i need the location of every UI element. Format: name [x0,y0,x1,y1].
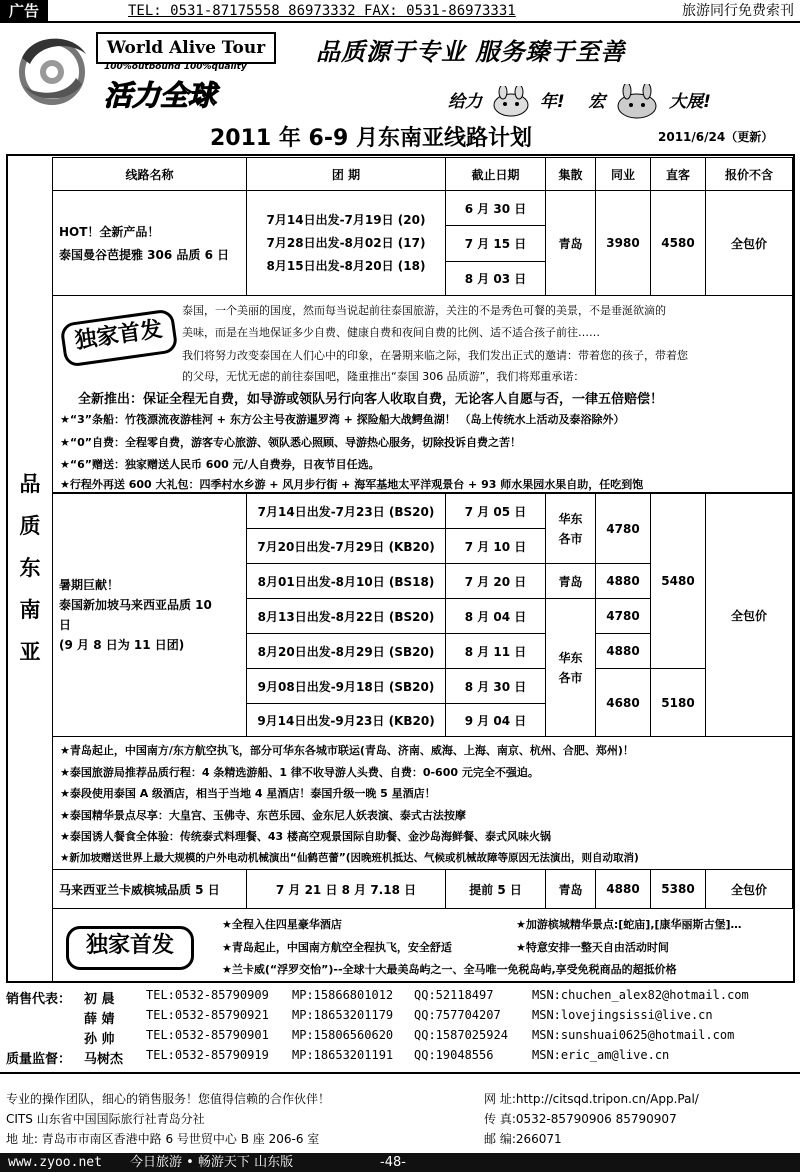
contact-name: 初 晨 [84,992,115,1007]
contact-tel: TEL:0532-85790919 [146,1048,269,1062]
gather-label: 各市 [558,670,583,685]
period-row: 7月14日出发-7月19日 (20) [266,212,426,227]
highlight: ★加游槟城精华景点:[蛇庙],[康华丽斯古堡]… [516,918,742,931]
route-label: 暑期巨献！ [59,578,120,592]
col-header-name: 线路名称 [52,157,247,191]
page-number: -48- [380,1155,406,1170]
contact-msn[interactable]: MSN:sunshuai0625@hotmail.com [532,1028,735,1042]
company-zip: 邮 编:266071 [484,1132,562,1146]
col-header-direct: 直客 [650,157,706,191]
highlight: ★青岛起止，中国南方航空全程执飞，安全舒适 [222,941,452,954]
contact-msn[interactable]: MSN:eric_am@live.cn [532,1048,670,1062]
top-contact: TEL: 0531-87175558 86973332 FAX: 0531-86973331 [128,3,516,19]
contact-qq: QQ:757704207 [414,1008,501,1022]
route-thailand-306 [52,190,247,296]
slogan: 品质源于专业 服务臻于至善 [316,38,626,66]
contact-msn[interactable]: MSN:lovejingsissi@live.cn [532,1008,713,1022]
col-header-deadline: 截止日期 [445,157,546,191]
period-row: 9月08日出发-9月18日 (SB20) [246,668,446,704]
gather-label: 各市 [558,531,583,546]
period-row: 8月20日出发-8月29日 (SB20) [246,633,446,669]
route-malaysia-langkawi: 马来西亚兰卡威槟城品质 5 日 [52,869,247,909]
route-label: (9 月 8 日为 11 日团) [59,638,185,652]
desc-line: 泰国，一个美丽的国度，然而每当说起前往泰国旅游，关注的不是秀色可餐的美景，不是垂涎欲滴的 [182,304,666,317]
direct-price: 5480 [650,493,706,669]
side-column [8,157,53,981]
bottom-bar [0,1153,800,1172]
period-row: 7 月 21 日 8 月 7.18 日 [246,869,446,909]
deadline: 7 月 05 日 [445,493,546,529]
desc-bullet: ★“3”条船：竹筏漂流夜游桂河 + 东方公主号夜游暹罗湾 + 探险船大战鳄鱼湖！ （岛上传统水上活动及泰浴除外） [60,413,625,426]
gather-label: 华东 [558,511,583,526]
period-row: 8月13日出发-8月22日 (BS20) [246,598,446,634]
gather-city [545,493,596,564]
top-divider [0,21,800,23]
quality-label: 质量监督： [6,1052,72,1067]
desc-bullet: ★“6”赠送：独家赠送人民币 600 元/人自费券，日夜节目任选。 [60,458,380,471]
deadline: 7 月 20 日 [445,563,546,599]
gather-label: 华东 [558,650,583,665]
peer-price: 4880 [595,563,651,599]
deadline: 9 月 04 日 [445,703,546,737]
wish-part-1: 给力 [448,92,482,112]
contact-name: 薛 婧 [84,1012,115,1027]
period-row: 7月28日出发-8月02日 (17) [266,235,426,250]
swirl-logo-icon [12,28,94,108]
brand-english: World Alive Tour [96,32,276,64]
peer-price: 4780 [595,493,651,564]
contact-mobile: MP:15806560620 [292,1028,394,1042]
deadline: 8 月 04 日 [445,598,546,634]
note-line: ★泰国旅游局推荐品质行程：4 条精选游船、1 律不收导游人头费、自费：0-600 元完全不强迫。 [60,766,539,779]
contact-name: 孙 帅 [84,1032,115,1047]
route-label: HOT！全新产品！ [59,225,160,239]
peer-price: 4680 [595,668,651,737]
company-address: 地 址: 青岛市市南区香港中路 6 号世贸中心 B 座 206-6 室 [6,1132,320,1146]
gather-city: 青岛 [545,869,596,909]
peer-price: 4880 [595,633,651,669]
col-header-gather: 集散 [545,157,596,191]
deadline: 6 月 30 日 [445,190,546,226]
rabbit-icon [611,84,663,120]
period-row: 7月20日出发-7月29日 (KB20) [246,528,446,564]
peer-price: 4880 [595,869,651,909]
deadline: 8 月 11 日 [445,633,546,669]
note-line: ★泰国精华景点尽享：大皇宫、玉佛寺、东芭乐园、金东尼人妖表演、泰式古法按摩 [60,809,466,822]
contact-qq: QQ:52118497 [414,988,494,1002]
deadline: 提前 5 日 [445,869,546,909]
page-title: 2011 年 6-9 月东南亚线路计划 [210,126,532,151]
side-char: 东 [19,556,41,580]
period-row: 7月14日出发-7月23日 (BS20) [246,493,446,529]
deadline: 7 月 15 日 [445,225,546,262]
deadline: 8 月 30 日 [445,668,546,704]
divider [0,1072,800,1074]
col-header-peer: 同业 [595,157,651,191]
update-date: 2011/6/24（更新） [658,130,774,144]
wish-part-3: 宏 [588,92,606,112]
promise-line: 全新推出：保证全程无自费，如导游或领队另行向客人收取自费，无论客人自愿与否，一律五倍赔偿！ [78,392,664,407]
section1-periods [246,190,446,296]
contact-mobile: MP:18653201191 [292,1048,394,1062]
ad-tag: 广告 [0,0,48,22]
desc-bullet: ★行程外再送 600 大礼包：四季村水乡游 + 风月步行街 + 海军基地太平洋观景台 + 93 师水果园水果自助，任吃到饱 [60,478,644,491]
brand-subtitle: 100%outbound 100%quality [104,62,247,72]
desc-line: 的父母，无忧无虑的前往泰国吧，隆重推出“泰国 306 品质游”，我们将郑重承诺： [182,370,585,383]
highlight: ★兰卡威(“浮罗交怡”)--全球十大最美岛屿之一、全马唯一免税岛屿,享受免税商品的超抵价格 [222,963,677,976]
col-header-excl: 报价不含 [705,157,793,191]
side-char: 质 [19,514,41,538]
peer-price: 4780 [595,598,651,634]
peer-price: 3980 [595,190,651,296]
brand-chinese: 活力全球 [104,79,217,112]
wish-part-4: 大展! [669,92,711,112]
note-line: ★青岛起止，中国南方/东方航空执飞，部分可华东各城市联运(青岛、济南、威海、上海、南京、杭州、合肥、郑州)！ [60,744,634,757]
desc-line: 美味，而是在当地保证多少自费、健康自费和夜间自费的比例、适不适合孩子前往…… [182,326,600,339]
company-name: CITS 山东省中国国际旅行社青岛分社 [6,1112,205,1126]
exclusive-stamp: 独家首发 [59,308,178,367]
desc-bullet: ★“0”自费：全程零自费，游客专心旅游、领队悉心照顾、导游热心服务，切除投诉自费之苦！ [60,436,521,449]
price-exclusion: 全包价 [705,869,793,909]
note-line: ★泰国诱人餐食全体验：传统泰式料理餐、43 楼高空观景国际自助餐、金沙岛海鲜餐、泰式风味火锅 [60,830,551,843]
site-url[interactable]: www.zyoo.net [8,1155,102,1170]
contact-qq: QQ:1587025924 [414,1028,508,1042]
direct-price: 4580 [650,190,706,296]
contact-tel: TEL:0532-85790909 [146,988,269,1002]
note-line: ★泰段使用泰国 A 级酒店，相当于当地 4 星酒店！泰国升级一晚 5 星酒店！ [60,787,436,800]
company-motto: 专业的操作团队，细心的销售服务！您值得信赖的合作伙伴！ [6,1092,331,1106]
side-char: 亚 [19,640,41,664]
gather-city: 青岛 [545,190,596,296]
route-thailand-singapore-malaysia [52,493,247,737]
wish-part-2: 年! [539,92,565,112]
route-label: 泰国新加坡马来西亚品质 10 [59,598,212,612]
rabbit-icon [488,86,534,118]
company-fax: 传 真:0532-85790906 85790907 [484,1112,677,1126]
side-title [8,463,52,673]
side-char: 品 [19,472,41,496]
price-exclusion: 全包价 [705,190,793,296]
contact-mobile: MP:18653201179 [292,1008,394,1022]
contact-tel: TEL:0532-85790901 [146,1028,269,1042]
direct-price: 5380 [650,869,706,909]
tagline: 今日旅游 • 畅游天下 山东版 [130,1155,294,1170]
direct-price: 5180 [650,668,706,737]
period-row: 9月14日出发-9月23日 (KB20) [246,703,446,737]
route-label: 泰国曼谷芭提雅 306 品质 6 日 [59,248,230,262]
gather-city [545,598,596,737]
highlight: ★特意安排一整天自由活动时间 [516,941,669,954]
new-year-wish [448,84,711,120]
contact-msn[interactable]: MSN:chuchen_alex82@hotmail.com [532,988,749,1002]
deadline: 7 月 10 日 [445,528,546,564]
sales-rep-label: 销售代表： [6,992,72,1007]
highlight: ★全程入住四星豪华酒店 [222,918,342,931]
exclusive-stamp: 独家首发 [66,926,194,970]
price-exclusion: 全包价 [705,493,793,737]
free-catalog-note: 旅游同行免费索刊 [682,3,794,19]
gather-city: 青岛 [545,563,596,599]
col-header-period: 团 期 [246,157,446,191]
contact-mobile: MP:15866801012 [292,988,394,1002]
side-char: 南 [19,598,41,622]
route-label: 日 [59,618,72,632]
contact-name: 马树杰 [84,1052,124,1067]
top-banner [0,0,800,22]
period-row: 8月01日出发-8月10日 (BS18) [246,563,446,599]
period-row: 8月15日出发-8月20日 (18) [266,258,426,273]
desc-line: 我们将努力改变泰国在人们心中的印象，在暑期来临之际，我们发出正式的邀请：带着您的孩子，带着您 [182,349,688,362]
deadline: 8 月 03 日 [445,261,546,296]
note-line: ★新加坡赠送世界上最大规模的户外电动机械演出“仙鹤芭蕾”(因晚班机抵达、气候或机械故障等原因无法演出，则自动取消) [60,852,639,864]
contact-qq: QQ:19048556 [414,1048,494,1062]
contact-tel: TEL:0532-85790921 [146,1008,269,1022]
company-website[interactable]: 网 址:http://citsqd.tripon.cn/App.Pal/ [484,1092,699,1106]
